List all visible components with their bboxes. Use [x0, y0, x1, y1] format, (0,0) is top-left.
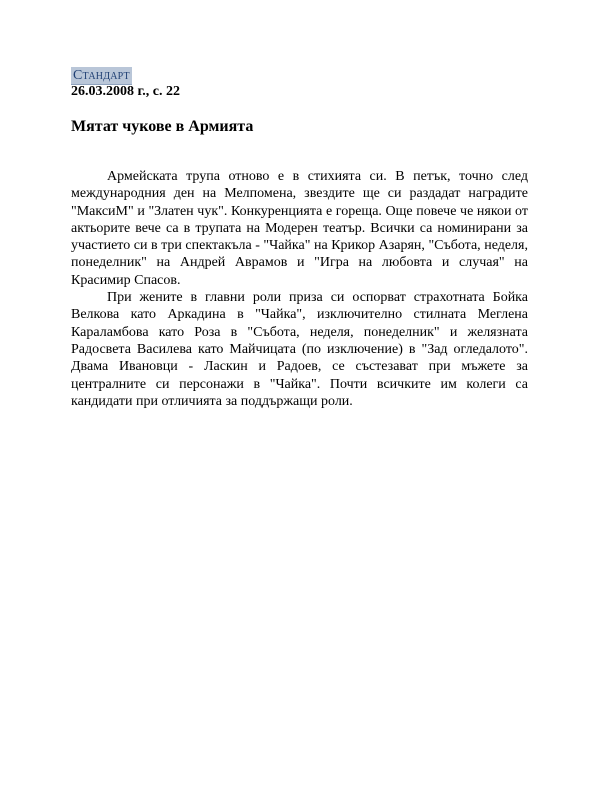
publication-logo: Стандарт: [73, 68, 130, 83]
article-paragraph: При жените в главни роли приза си оспорват страхотната Бойка Велкова като Аркадина в "Чайка", изключително стилната Меглена Караламбова като Роза в "Събота, неделя, понеделник" и желязната Радосвета Василева като Майчицата (по изключение) в "Зад огледалото". Двама Ивановци - Ласкин и Радоев, се състезават при мъжете за централните си персонажи в "Чайка". Почти всичките им колеги са кандидати при отличията за поддържащи роли.: [71, 290, 528, 409]
article-paragraph: Армейската трупа отново е в стихията си. В петък, точно след международния ден на Мелпомена, звездите ще си раздадат наградите "МаксиМ" и "Златен чук". Конкуренцията е гореща. Още повече че някои от актьорите вече са в трупата на Модерен театър. Всички са номинирани за участието си в три спектакъла - "Чайка" на Крикор Азарян, "Събота, неделя, понеделник" на Андрей Аврамов и "Игра на любовта и случая" на Красимир Спасов.: [71, 169, 528, 288]
publication-date-page: 26.03.2008 г., с. 22: [71, 84, 180, 99]
article-body: [71, 168, 528, 410]
article-title: Мятат чукове в Армията: [71, 118, 254, 135]
